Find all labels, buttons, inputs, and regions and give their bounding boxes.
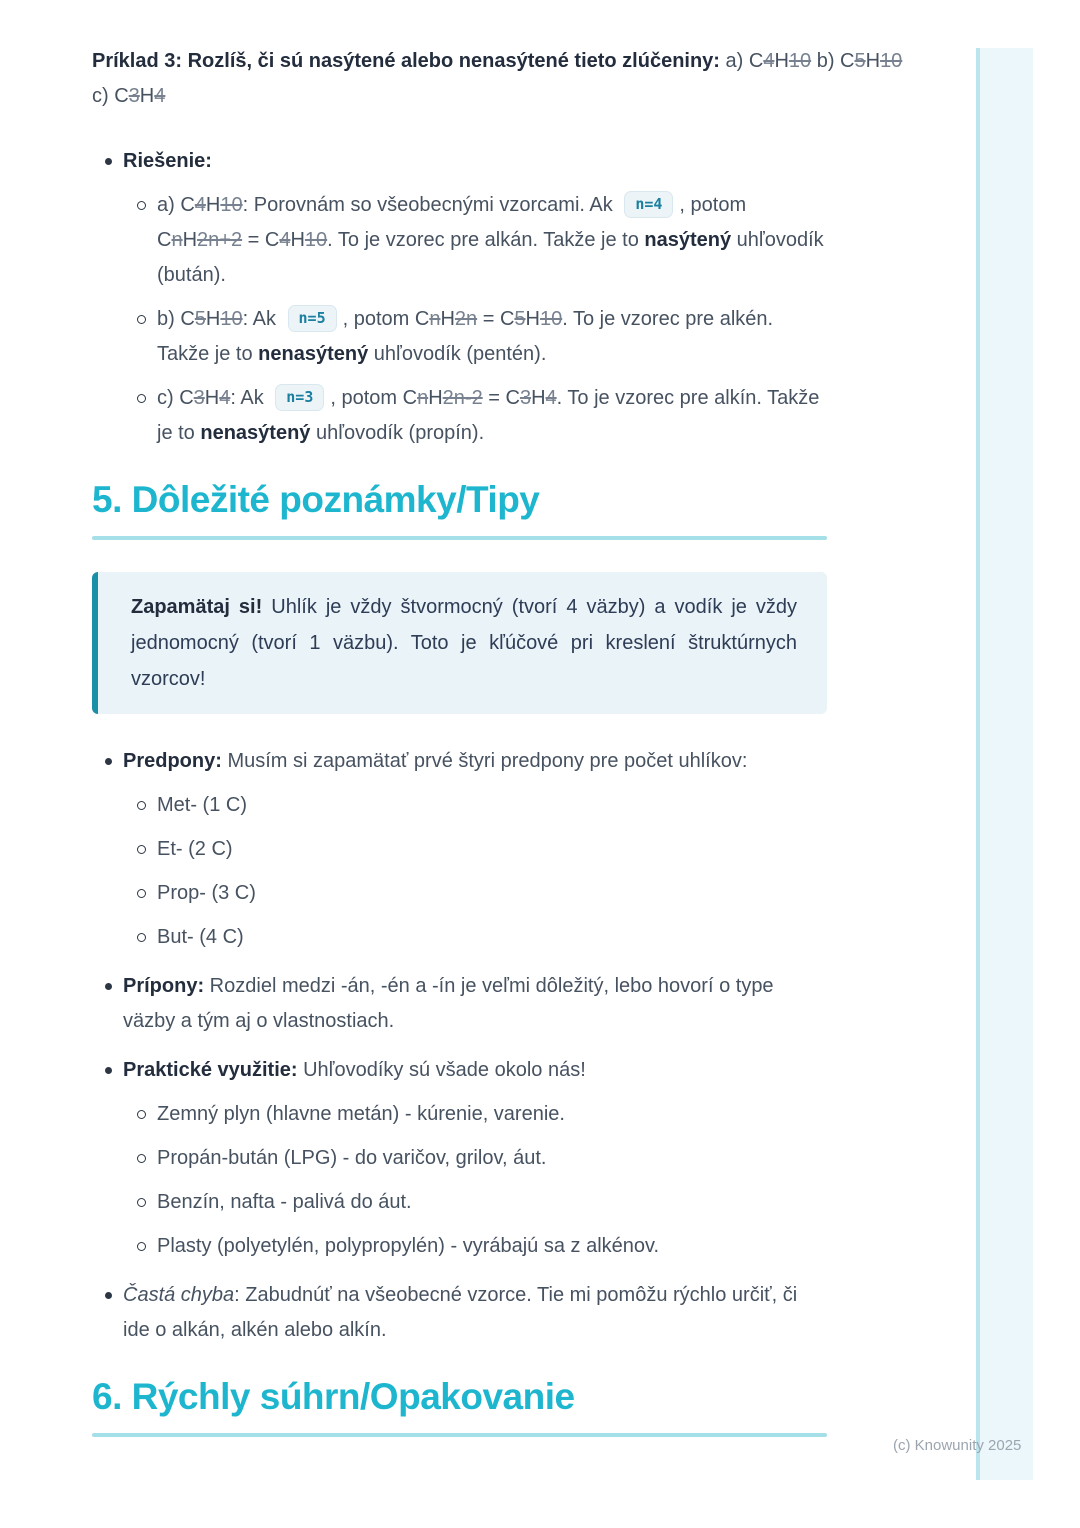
list-item — [123, 876, 827, 911]
solution-item-a-text: a) C4H10: Porovnám so všeobecnými vzorcami. Ak n=4 , potom CnH2n+2 = C4H10. To je vzorec pre alkán. Takže je to nasýtený uhľovodík (bután). — [157, 188, 827, 293]
note-predpony — [92, 744, 827, 955]
n-value-badge: n=3 — [275, 384, 324, 411]
solution-item-b — [123, 302, 827, 372]
tip-callout-text: Zapamätaj si! Uhlík je vždy štvormocný (tvorí 4 väzby) a vodík je vždy jednomocný (tvorí 1 väzbu). Toto je kľúčové pri kreslení štruktúrnych vzorcov! — [131, 596, 798, 690]
bullet-circle-icon — [137, 889, 146, 898]
note-pripony-text: Prípony: Rozdiel medzi -án, -én a -ín je veľmi dôležitý, lebo hovorí o type väzby a tým aj o vlastnostiach. — [123, 975, 774, 1032]
list-item — [123, 1185, 827, 1220]
note-casta-chyba — [92, 1278, 827, 1348]
bullet-circle-icon — [137, 394, 146, 403]
bullet-circle-icon — [137, 1110, 146, 1119]
document-content — [92, 44, 903, 1437]
note-pripony — [92, 969, 827, 1039]
bullet-circle-icon — [137, 201, 146, 210]
section-6-heading: 6. Rýchly súhrn/Opakovanie — [92, 1376, 575, 1417]
bullet-dot-icon — [105, 1067, 112, 1074]
list-item — [123, 1097, 827, 1132]
use-benzin: Benzín, nafta - palivá do áut. — [157, 1191, 412, 1213]
bullet-circle-icon — [137, 801, 146, 810]
section-5-heading: 5. Dôležité poznámky/Tipy — [92, 479, 540, 520]
solution-item-b-text: b) C5H10: Ak n=5 , potom CnH2n = C5H10. To je vzorec pre alkén. Takže je to nenasýtený uhľovodík (pentén). — [157, 302, 827, 372]
note-prakticke — [92, 1053, 827, 1264]
prefix-et: Et- (2 C) — [157, 838, 233, 860]
prefix-met: Met- (1 C) — [157, 794, 247, 816]
use-zemny-plyn: Zemný plyn (hlavne metán) - kúrenie, varenie. — [157, 1103, 565, 1125]
note-casta-chyba-text: Častá chyba: Zabudnúť na všeobecné vzorce. Tie mi pomôžu rýchlo určiť, či ide o alkán, alkén alebo alkín. — [123, 1284, 798, 1341]
bullet-dot-icon — [105, 158, 112, 165]
bullet-dot-icon — [105, 1292, 112, 1299]
section-6-underline — [92, 1433, 827, 1437]
list-item — [123, 832, 827, 867]
solution-label: Riešenie: — [123, 150, 212, 172]
prefix-but: But- (4 C) — [157, 926, 244, 948]
n-value-badge: n=5 — [288, 305, 337, 332]
section-5-underline — [92, 536, 827, 540]
bullet-circle-icon — [137, 315, 146, 324]
list-item — [123, 1141, 827, 1176]
bullet-dot-icon — [105, 983, 112, 990]
solution-item-c-text: c) C3H4: Ak n=3 , potom CnH2n-2 = C3H4. To je vzorec pre alkín. Takže je to nenasýtený uhľovodík (propín). — [157, 381, 827, 451]
list-item — [123, 920, 827, 955]
note-prakticke-text: Praktické využitie: Uhľovodíky sú všade okolo nás! — [123, 1059, 586, 1081]
bullet-circle-icon — [137, 1198, 146, 1207]
prefix-prop: Prop- (3 C) — [157, 882, 256, 904]
solution-item-a — [123, 188, 827, 293]
use-plasty: Plasty (polyetylén, polypropylén) - vyrábajú sa z alkénov. — [157, 1235, 660, 1257]
bullet-circle-icon — [137, 933, 146, 942]
copyright-text: (c) Knowunity 2025 — [893, 1437, 1022, 1454]
bullet-dot-icon — [105, 758, 112, 765]
solution-section — [92, 144, 827, 451]
next-page-edge-strip — [976, 48, 1033, 1480]
example-3-paragraph: Príklad 3: Rozlíš, či sú nasýtené alebo nenasýtené tieto zlúčeniny: a) C4H10 b) C5H10 c) C3H4 — [92, 50, 903, 107]
use-lpg: Propán-bután (LPG) - do varičov, grilov, áut. — [157, 1147, 547, 1169]
bullet-circle-icon — [137, 845, 146, 854]
note-predpony-text: Predpony: Musím si zapamätať prvé štyri predpony pre počet uhlíkov: — [123, 750, 748, 772]
list-item — [123, 1229, 827, 1264]
solution-item-c — [123, 381, 827, 451]
tip-callout — [92, 572, 827, 714]
n-value-badge: n=4 — [624, 191, 673, 218]
bullet-circle-icon — [137, 1242, 146, 1251]
list-item — [123, 788, 827, 823]
bullet-circle-icon — [137, 1154, 146, 1163]
